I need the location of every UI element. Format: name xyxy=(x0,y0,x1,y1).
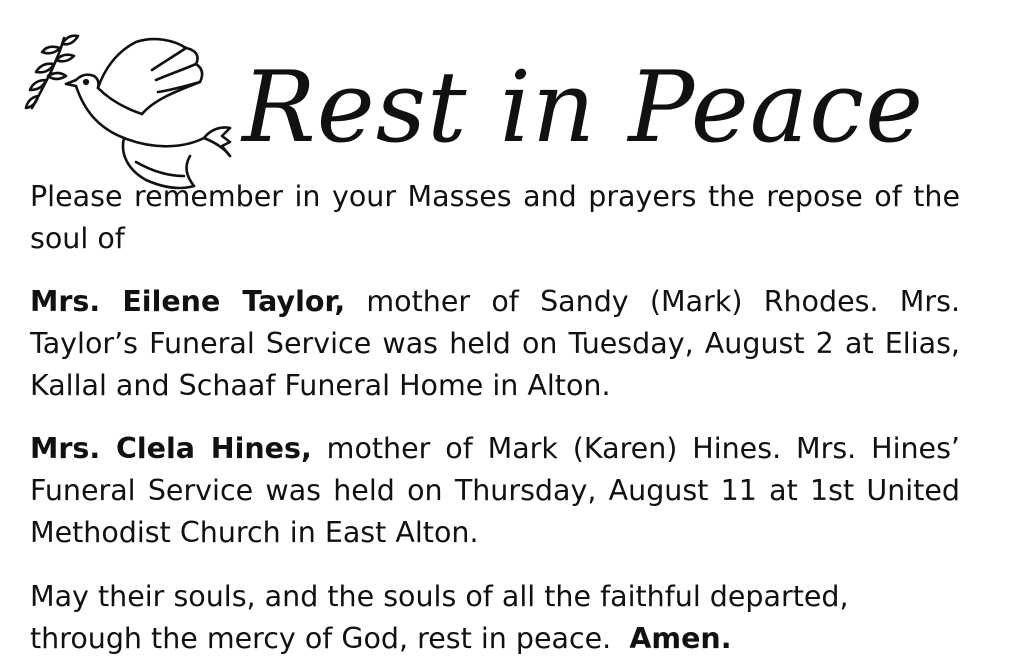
obituary-entry-hines xyxy=(30,428,960,554)
deceased-name: Mrs. Eilene Taylor, xyxy=(30,285,346,318)
page-title: Rest in Peace xyxy=(242,51,925,165)
amen-text: Amen. xyxy=(629,622,732,655)
closing-text: May their souls, and the souls of all the faithful departed, through the mercy of God, rest in peace. xyxy=(30,580,858,655)
closing-prayer xyxy=(30,576,960,660)
entry-details: mother of Mark (Karen) Hines. Mrs. Hines’ Funeral Service was held on Thursday, August 11 at 1st United Methodist Church in East Alton. xyxy=(30,432,960,549)
intro-paragraph: Please remember in your Masses and prayers the repose of the soul of xyxy=(30,180,960,255)
entry-details: mother of Sandy (Mark) Rhodes. Mrs. Taylor’s Funeral Service was held on Tuesday, August 2 at Elias, Kallal and Schaaf Funeral Home in Alton. xyxy=(30,285,961,402)
deceased-name: Mrs. Clela Hines, xyxy=(30,432,312,465)
obituary-entry-taylor xyxy=(30,281,960,407)
